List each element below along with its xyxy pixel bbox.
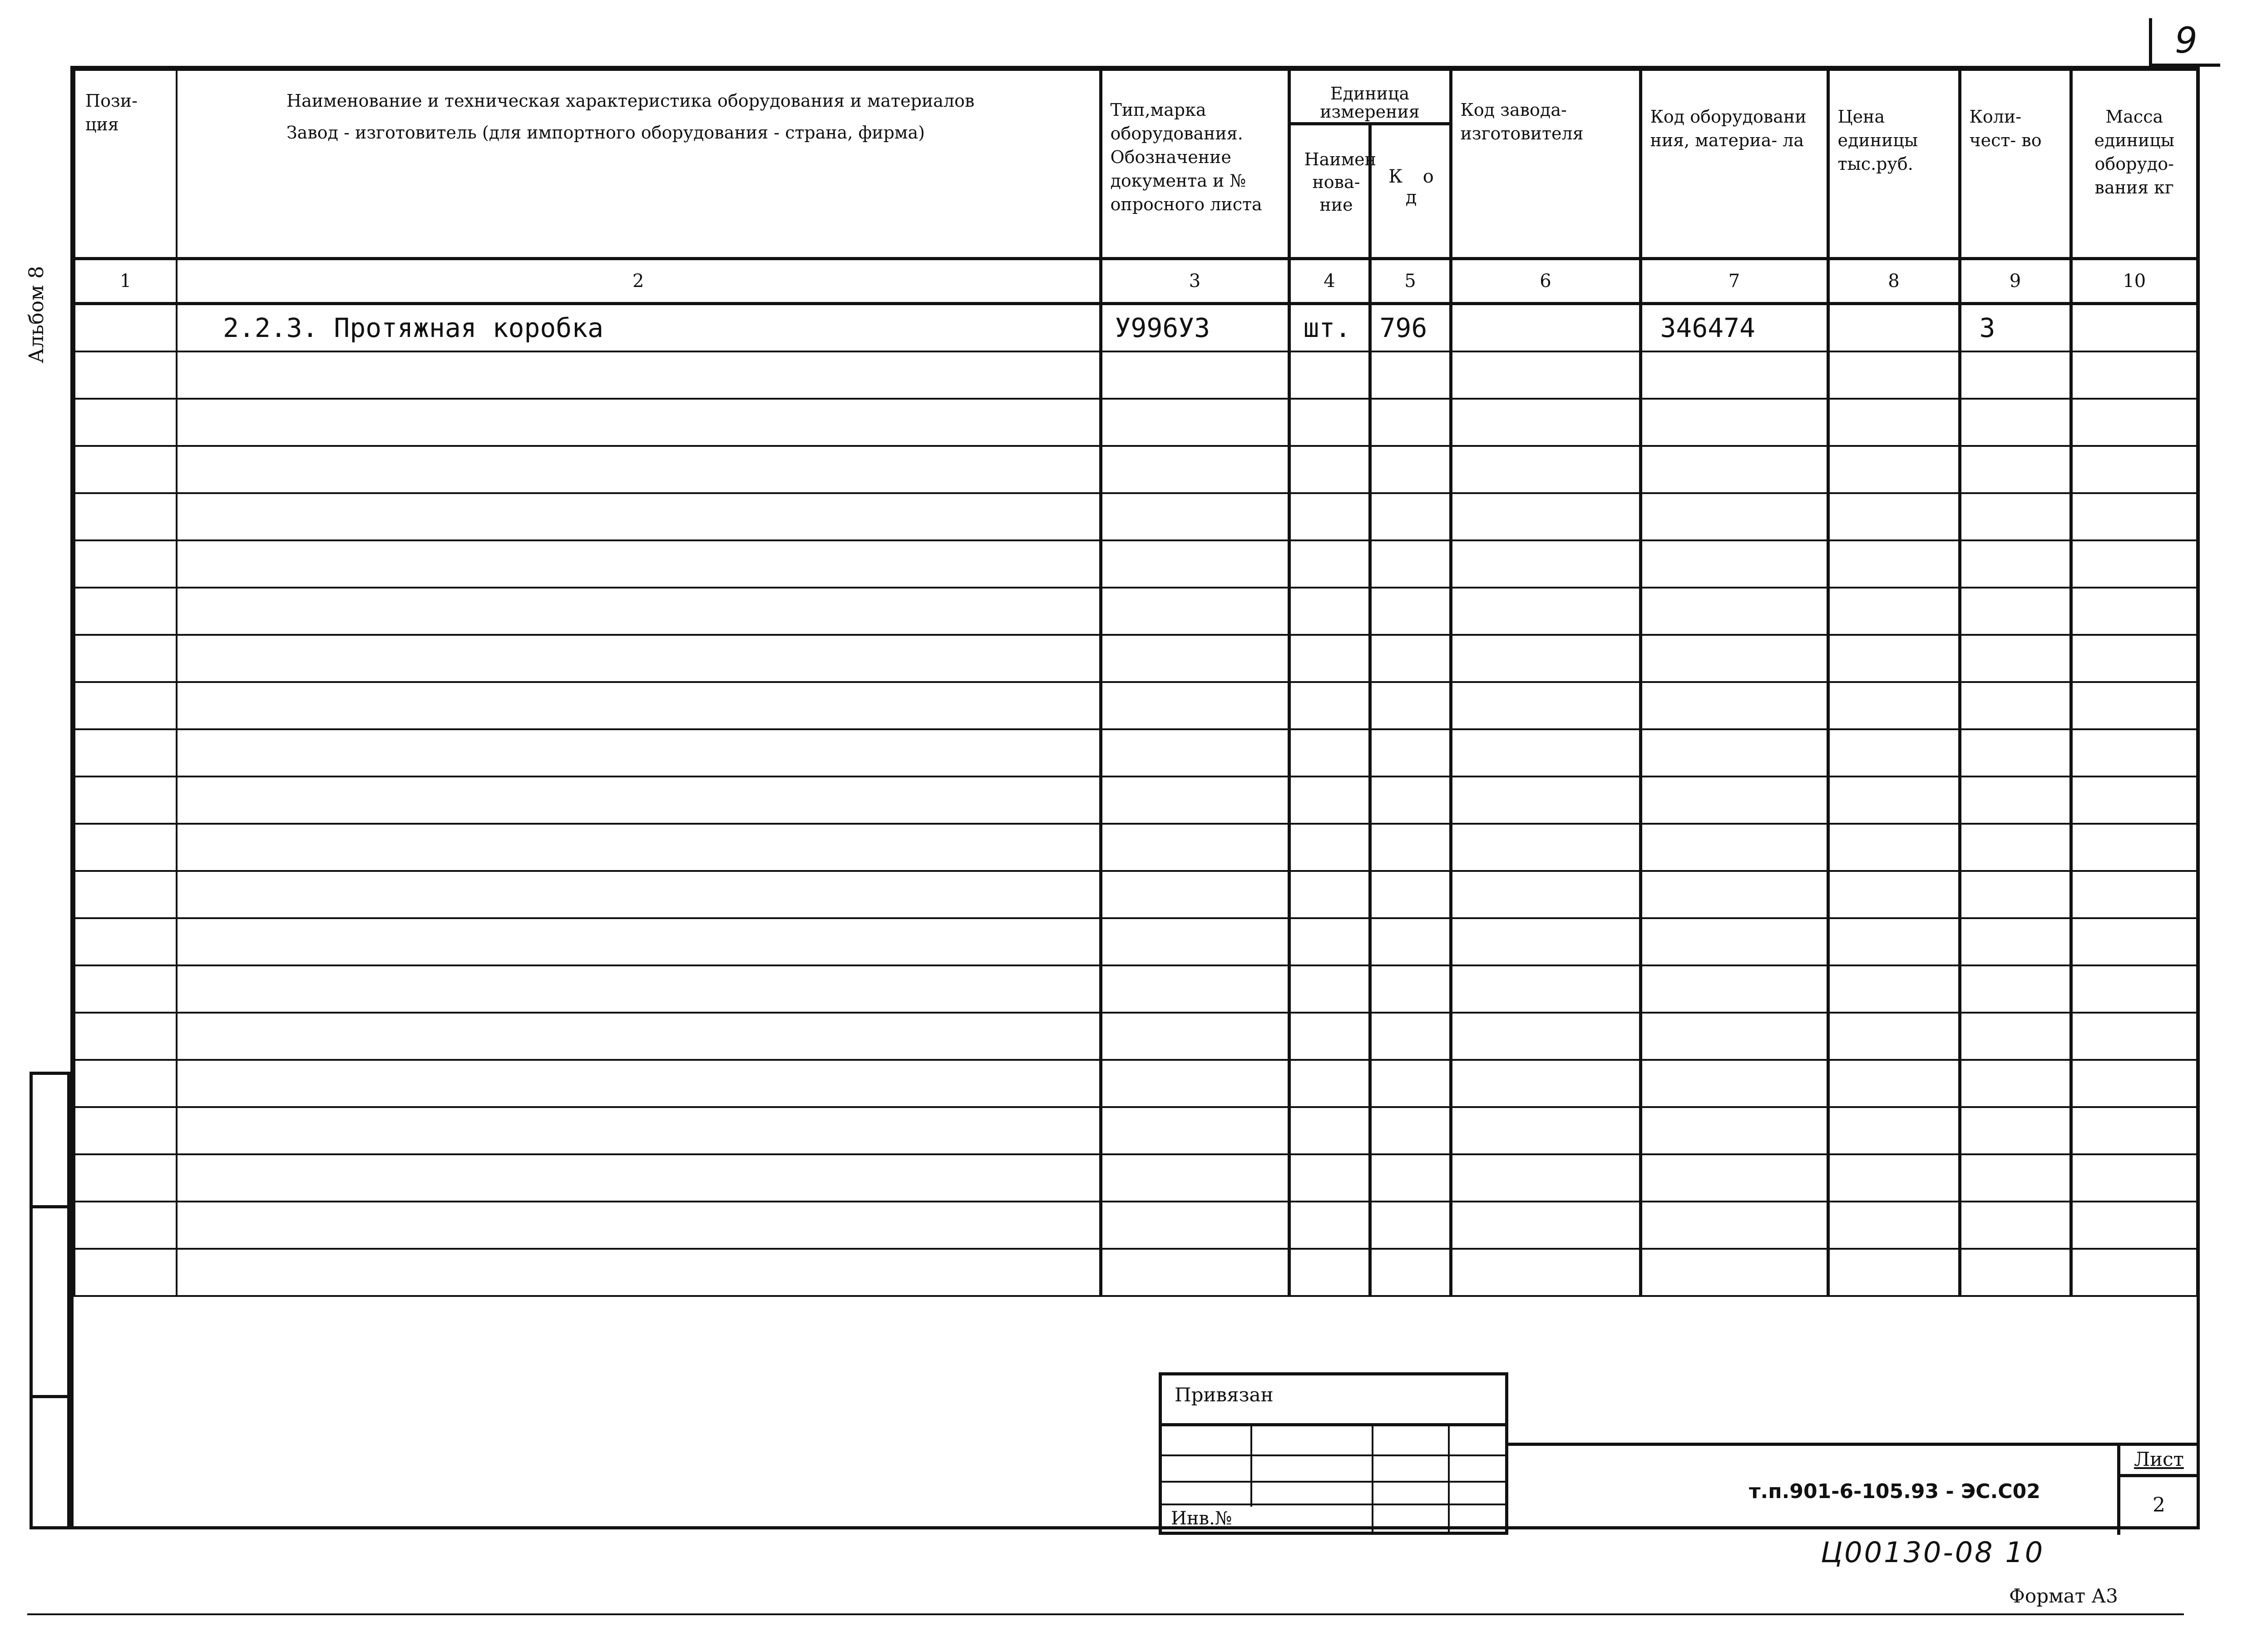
table-row bbox=[74, 304, 2197, 352]
empty-cell bbox=[74, 635, 177, 682]
empty-table-row bbox=[74, 540, 2197, 588]
empty-cell bbox=[1289, 1249, 1370, 1296]
header-name-line2: Завод - изготовитель (для импортного оборудования - страна, фирма) bbox=[286, 123, 925, 143]
sheet-label: Лист bbox=[2120, 1446, 2198, 1477]
empty-cell bbox=[1960, 1013, 2071, 1060]
empty-cell bbox=[1370, 824, 1451, 871]
empty-table-row bbox=[74, 918, 2197, 965]
empty-cell bbox=[74, 777, 177, 824]
empty-cell bbox=[177, 1060, 1101, 1107]
empty-cell bbox=[1640, 729, 1828, 777]
empty-cell bbox=[1451, 965, 1640, 1013]
cell-position bbox=[74, 304, 177, 352]
empty-table-row bbox=[74, 682, 2197, 729]
header-equipment-code: Код оборудовани ния, материа- ла bbox=[1640, 70, 1828, 259]
column-number: 9 bbox=[1960, 259, 2071, 304]
empty-table-row bbox=[74, 1013, 2197, 1060]
empty-cell bbox=[1960, 1249, 2071, 1296]
empty-cell bbox=[1640, 446, 1828, 493]
empty-cell bbox=[1828, 1249, 1960, 1296]
empty-cell bbox=[1289, 1013, 1370, 1060]
empty-cell bbox=[1101, 493, 1289, 540]
empty-cell bbox=[1101, 965, 1289, 1013]
header-quantity: Коли- чест- во bbox=[1960, 70, 2071, 259]
empty-cell bbox=[74, 824, 177, 871]
empty-cell bbox=[74, 493, 177, 540]
empty-cell bbox=[2071, 729, 2197, 777]
empty-cell bbox=[1960, 824, 2071, 871]
empty-cell bbox=[1370, 1060, 1451, 1107]
empty-cell bbox=[2071, 682, 2197, 729]
column-number: 2 bbox=[177, 259, 1101, 304]
empty-cell bbox=[2071, 635, 2197, 682]
empty-cell bbox=[1640, 918, 1828, 965]
empty-cell bbox=[74, 1202, 177, 1249]
cell-price bbox=[1828, 304, 1960, 352]
bottom-rule bbox=[27, 1613, 2184, 1615]
equipment-specification-table bbox=[74, 69, 2198, 1297]
empty-cell bbox=[1289, 351, 1370, 399]
empty-cell bbox=[1960, 1154, 2071, 1202]
empty-cell bbox=[1370, 729, 1451, 777]
empty-cell bbox=[1828, 729, 1960, 777]
handwritten-note: Ц00130-08 10 bbox=[1821, 1536, 2045, 1569]
empty-cell bbox=[1289, 588, 1370, 635]
column-number: 1 bbox=[74, 259, 177, 304]
empty-cell bbox=[1451, 1202, 1640, 1249]
empty-cell bbox=[1370, 1249, 1451, 1296]
empty-cell bbox=[177, 1202, 1101, 1249]
cell-mass bbox=[2071, 304, 2197, 352]
empty-table-row bbox=[74, 399, 2197, 446]
empty-cell bbox=[1289, 1202, 1370, 1249]
empty-cell bbox=[74, 588, 177, 635]
empty-cell bbox=[1451, 1107, 1640, 1154]
empty-cell bbox=[2071, 1154, 2197, 1202]
empty-cell bbox=[1370, 1107, 1451, 1154]
empty-cell bbox=[1289, 777, 1370, 824]
empty-cell bbox=[1370, 1202, 1451, 1249]
empty-cell bbox=[2071, 1249, 2197, 1296]
empty-cell bbox=[2071, 588, 2197, 635]
empty-cell bbox=[1960, 1107, 2071, 1154]
empty-cell bbox=[1289, 824, 1370, 871]
empty-cell bbox=[1960, 965, 2071, 1013]
empty-cell bbox=[1828, 1060, 1960, 1107]
empty-table-row bbox=[74, 871, 2197, 918]
empty-table-row bbox=[74, 1202, 2197, 1249]
empty-cell bbox=[1960, 399, 2071, 446]
empty-cell bbox=[1101, 871, 1289, 918]
empty-cell bbox=[1960, 729, 2071, 777]
column-number: 7 bbox=[1640, 259, 1828, 304]
empty-cell bbox=[177, 1013, 1101, 1060]
title-block bbox=[1508, 1443, 2198, 1538]
empty-cell bbox=[1828, 1013, 1960, 1060]
empty-table-row bbox=[74, 588, 2197, 635]
empty-cell bbox=[1960, 540, 2071, 588]
empty-cell bbox=[74, 1060, 177, 1107]
empty-cell bbox=[2071, 540, 2197, 588]
empty-cell bbox=[177, 588, 1101, 635]
cell-quantity: 3 bbox=[1960, 304, 2071, 352]
empty-cell bbox=[177, 1249, 1101, 1296]
empty-cell bbox=[2071, 493, 2197, 540]
empty-table-row bbox=[74, 351, 2197, 399]
empty-cell bbox=[74, 965, 177, 1013]
empty-cell bbox=[74, 351, 177, 399]
empty-table-row bbox=[74, 493, 2197, 540]
empty-cell bbox=[1828, 1154, 1960, 1202]
empty-cell bbox=[1451, 635, 1640, 682]
empty-cell bbox=[1289, 399, 1370, 446]
empty-cell bbox=[1451, 540, 1640, 588]
cell-equipment-code: 346474 bbox=[1640, 304, 1828, 352]
empty-cell bbox=[74, 1154, 177, 1202]
cell-factory-code bbox=[1451, 304, 1640, 352]
empty-cell bbox=[1101, 918, 1289, 965]
side-stamp-divider bbox=[33, 1205, 67, 1208]
empty-cell bbox=[2071, 351, 2197, 399]
empty-cell bbox=[1370, 540, 1451, 588]
empty-cell bbox=[1370, 918, 1451, 965]
empty-cell bbox=[1101, 1107, 1289, 1154]
empty-cell bbox=[177, 351, 1101, 399]
empty-cell bbox=[1828, 1202, 1960, 1249]
empty-cell bbox=[1640, 399, 1828, 446]
empty-cell bbox=[1101, 1013, 1289, 1060]
document-code: т.п.901-6-105.93 - ЭС.С02 bbox=[1749, 1480, 2040, 1503]
empty-cell bbox=[1370, 1154, 1451, 1202]
side-stamp-divider bbox=[33, 1395, 67, 1398]
column-number: 8 bbox=[1828, 259, 1960, 304]
empty-cell bbox=[1370, 588, 1451, 635]
empty-cell bbox=[74, 446, 177, 493]
column-number: 6 bbox=[1451, 259, 1640, 304]
empty-cell bbox=[74, 1013, 177, 1060]
empty-cell bbox=[2071, 399, 2197, 446]
empty-cell bbox=[1370, 777, 1451, 824]
empty-cell bbox=[1451, 588, 1640, 635]
empty-cell bbox=[177, 1154, 1101, 1202]
empty-cell bbox=[1370, 351, 1451, 399]
cell-name: 2.2.3. Протяжная коробка bbox=[177, 304, 1101, 352]
empty-cell bbox=[1289, 493, 1370, 540]
empty-cell bbox=[1370, 1013, 1451, 1060]
empty-cell bbox=[177, 824, 1101, 871]
empty-cell bbox=[1451, 493, 1640, 540]
empty-cell bbox=[177, 918, 1101, 965]
empty-cell bbox=[1451, 399, 1640, 446]
empty-cell bbox=[1289, 729, 1370, 777]
empty-cell bbox=[1640, 965, 1828, 1013]
empty-cell bbox=[1451, 1060, 1640, 1107]
binding-stamp bbox=[1159, 1372, 1508, 1535]
empty-cell bbox=[1828, 446, 1960, 493]
page-number-box bbox=[2149, 18, 2220, 67]
empty-cell bbox=[177, 965, 1101, 1013]
cell-unit-code: 796 bbox=[1370, 304, 1451, 352]
empty-cell bbox=[2071, 1060, 2197, 1107]
empty-cell bbox=[1960, 635, 2071, 682]
empty-cell bbox=[1101, 777, 1289, 824]
header-position: Пози- ция bbox=[74, 70, 177, 259]
empty-cell bbox=[1960, 871, 2071, 918]
header-name bbox=[177, 70, 1101, 259]
empty-cell bbox=[1101, 682, 1289, 729]
empty-cell bbox=[1640, 777, 1828, 824]
empty-cell bbox=[1451, 871, 1640, 918]
empty-cell bbox=[1640, 493, 1828, 540]
empty-cell bbox=[1370, 871, 1451, 918]
empty-cell bbox=[1101, 351, 1289, 399]
empty-cell bbox=[1101, 1249, 1289, 1296]
empty-cell bbox=[2071, 965, 2197, 1013]
header-mass: Масса единицы оборудо- вания кг bbox=[2071, 70, 2197, 259]
empty-cell bbox=[1828, 493, 1960, 540]
empty-cell bbox=[1451, 918, 1640, 965]
empty-cell bbox=[1960, 918, 2071, 965]
empty-cell bbox=[1828, 777, 1960, 824]
empty-cell bbox=[1101, 588, 1289, 635]
header-unit-title: Единица измерения bbox=[1291, 71, 1449, 125]
empty-cell bbox=[1828, 540, 1960, 588]
sheet-number: 2 bbox=[2153, 1494, 2165, 1517]
empty-table-row bbox=[74, 446, 2197, 493]
empty-cell bbox=[2071, 777, 2197, 824]
empty-cell bbox=[74, 1249, 177, 1296]
empty-cell bbox=[177, 1107, 1101, 1154]
empty-cell bbox=[1101, 729, 1289, 777]
empty-table-row bbox=[74, 1154, 2197, 1202]
album-label: Альбом 8 bbox=[25, 266, 48, 363]
empty-cell bbox=[2071, 824, 2197, 871]
empty-cell bbox=[1451, 682, 1640, 729]
empty-table-row bbox=[74, 777, 2197, 824]
empty-table-row bbox=[74, 1107, 2197, 1154]
empty-cell bbox=[2071, 1202, 2197, 1249]
empty-table-row bbox=[74, 824, 2197, 871]
empty-cell bbox=[1640, 351, 1828, 399]
empty-cell bbox=[1451, 446, 1640, 493]
empty-cell bbox=[1451, 729, 1640, 777]
empty-cell bbox=[1828, 351, 1960, 399]
empty-cell bbox=[1640, 588, 1828, 635]
empty-cell bbox=[1640, 871, 1828, 918]
column-number: 10 bbox=[2071, 259, 2197, 304]
empty-cell bbox=[1640, 824, 1828, 871]
empty-cell bbox=[177, 540, 1101, 588]
binding-stamp-title: Привязан bbox=[1175, 1384, 1274, 1406]
empty-table-row bbox=[74, 1060, 2197, 1107]
empty-cell bbox=[1370, 635, 1451, 682]
empty-cell bbox=[1828, 635, 1960, 682]
empty-cell bbox=[1370, 399, 1451, 446]
empty-cell bbox=[1101, 824, 1289, 871]
empty-table-row bbox=[74, 635, 2197, 682]
drawing-frame bbox=[70, 66, 2200, 1529]
empty-cell bbox=[1289, 1060, 1370, 1107]
empty-cell bbox=[1101, 635, 1289, 682]
empty-cell bbox=[74, 682, 177, 729]
empty-cell bbox=[1640, 1249, 1828, 1296]
header-factory-code: Код завода- изготовителя bbox=[1451, 70, 1640, 259]
empty-cell bbox=[74, 540, 177, 588]
empty-cell bbox=[1640, 1107, 1828, 1154]
empty-cell bbox=[1370, 446, 1451, 493]
empty-cell bbox=[1289, 965, 1370, 1013]
empty-cell bbox=[177, 446, 1101, 493]
empty-cell bbox=[1289, 682, 1370, 729]
empty-cell bbox=[1640, 682, 1828, 729]
empty-cell bbox=[1828, 588, 1960, 635]
empty-cell bbox=[1828, 871, 1960, 918]
empty-cell bbox=[1828, 824, 1960, 871]
empty-cell bbox=[1640, 635, 1828, 682]
empty-cell bbox=[1101, 446, 1289, 493]
empty-cell bbox=[1828, 1107, 1960, 1154]
header-price: Цена единицы тыс.руб. bbox=[1828, 70, 1960, 259]
empty-cell bbox=[1828, 682, 1960, 729]
empty-cell bbox=[1289, 1154, 1370, 1202]
empty-cell bbox=[1960, 682, 2071, 729]
empty-cell bbox=[1451, 824, 1640, 871]
column-number: 5 bbox=[1370, 259, 1451, 304]
empty-cell bbox=[2071, 446, 2197, 493]
empty-cell bbox=[177, 729, 1101, 777]
empty-cell bbox=[1960, 777, 2071, 824]
empty-cell bbox=[1451, 1013, 1640, 1060]
empty-cell bbox=[1289, 1107, 1370, 1154]
empty-cell bbox=[1101, 1060, 1289, 1107]
empty-table-row bbox=[74, 965, 2197, 1013]
binding-stamp-grid bbox=[1162, 1423, 1505, 1532]
empty-cell bbox=[1640, 1060, 1828, 1107]
empty-cell bbox=[1640, 1013, 1828, 1060]
empty-cell bbox=[2071, 871, 2197, 918]
empty-cell bbox=[1289, 871, 1370, 918]
empty-cell bbox=[1960, 1060, 2071, 1107]
empty-cell bbox=[74, 1107, 177, 1154]
page-number: 9 bbox=[2175, 20, 2198, 61]
empty-cell bbox=[177, 399, 1101, 446]
header-name-line1: Наименование и техническая характеристика оборудования и материалов bbox=[286, 91, 975, 111]
empty-table-row bbox=[74, 1249, 2197, 1296]
empty-cell bbox=[1370, 493, 1451, 540]
empty-cell bbox=[177, 682, 1101, 729]
empty-cell bbox=[1960, 493, 2071, 540]
empty-cell bbox=[177, 777, 1101, 824]
empty-cell bbox=[177, 493, 1101, 540]
empty-cell bbox=[1828, 965, 1960, 1013]
empty-cell bbox=[74, 729, 177, 777]
empty-cell bbox=[1289, 918, 1370, 965]
empty-cell bbox=[1640, 1154, 1828, 1202]
empty-cell bbox=[2071, 918, 2197, 965]
empty-cell bbox=[74, 399, 177, 446]
empty-cell bbox=[177, 871, 1101, 918]
header-type: Тип,марка оборудования. Обозначение документа и № опросного листа bbox=[1101, 70, 1289, 259]
empty-cell bbox=[177, 635, 1101, 682]
empty-cell bbox=[1640, 540, 1828, 588]
cell-type: У996У3 bbox=[1101, 304, 1289, 352]
header-unit-code: К о д bbox=[1388, 166, 1441, 208]
column-number: 3 bbox=[1101, 259, 1289, 304]
side-stamp bbox=[30, 1072, 70, 1529]
empty-cell bbox=[1960, 588, 2071, 635]
empty-cell bbox=[2071, 1107, 2197, 1154]
header-unit-group bbox=[1289, 70, 1451, 259]
empty-cell bbox=[1451, 777, 1640, 824]
empty-cell bbox=[1960, 446, 2071, 493]
empty-cell bbox=[1451, 1154, 1640, 1202]
header-unit-name: Наимен нова- ние bbox=[1291, 125, 1372, 257]
cell-unit: шт. bbox=[1289, 304, 1370, 352]
empty-cell bbox=[1960, 1202, 2071, 1249]
column-number: 4 bbox=[1289, 259, 1370, 304]
format-label: Формат А3 bbox=[2009, 1585, 2118, 1607]
inventory-number-label: Инв.№ bbox=[1171, 1508, 1232, 1529]
empty-table-row bbox=[74, 729, 2197, 777]
empty-cell bbox=[1960, 351, 2071, 399]
empty-cell bbox=[1101, 1154, 1289, 1202]
empty-cell bbox=[74, 918, 177, 965]
empty-cell bbox=[1451, 1249, 1640, 1296]
empty-cell bbox=[1101, 540, 1289, 588]
empty-cell bbox=[1640, 1202, 1828, 1249]
sheet-box bbox=[2117, 1446, 2198, 1535]
empty-cell bbox=[1101, 399, 1289, 446]
empty-cell bbox=[1451, 351, 1640, 399]
empty-cell bbox=[1289, 540, 1370, 588]
empty-cell bbox=[74, 871, 177, 918]
empty-cell bbox=[1370, 682, 1451, 729]
empty-cell bbox=[1828, 918, 1960, 965]
empty-cell bbox=[1828, 399, 1960, 446]
empty-cell bbox=[1370, 965, 1451, 1013]
empty-cell bbox=[2071, 1013, 2197, 1060]
empty-cell bbox=[1289, 446, 1370, 493]
empty-cell bbox=[1101, 1202, 1289, 1249]
empty-cell bbox=[1289, 635, 1370, 682]
